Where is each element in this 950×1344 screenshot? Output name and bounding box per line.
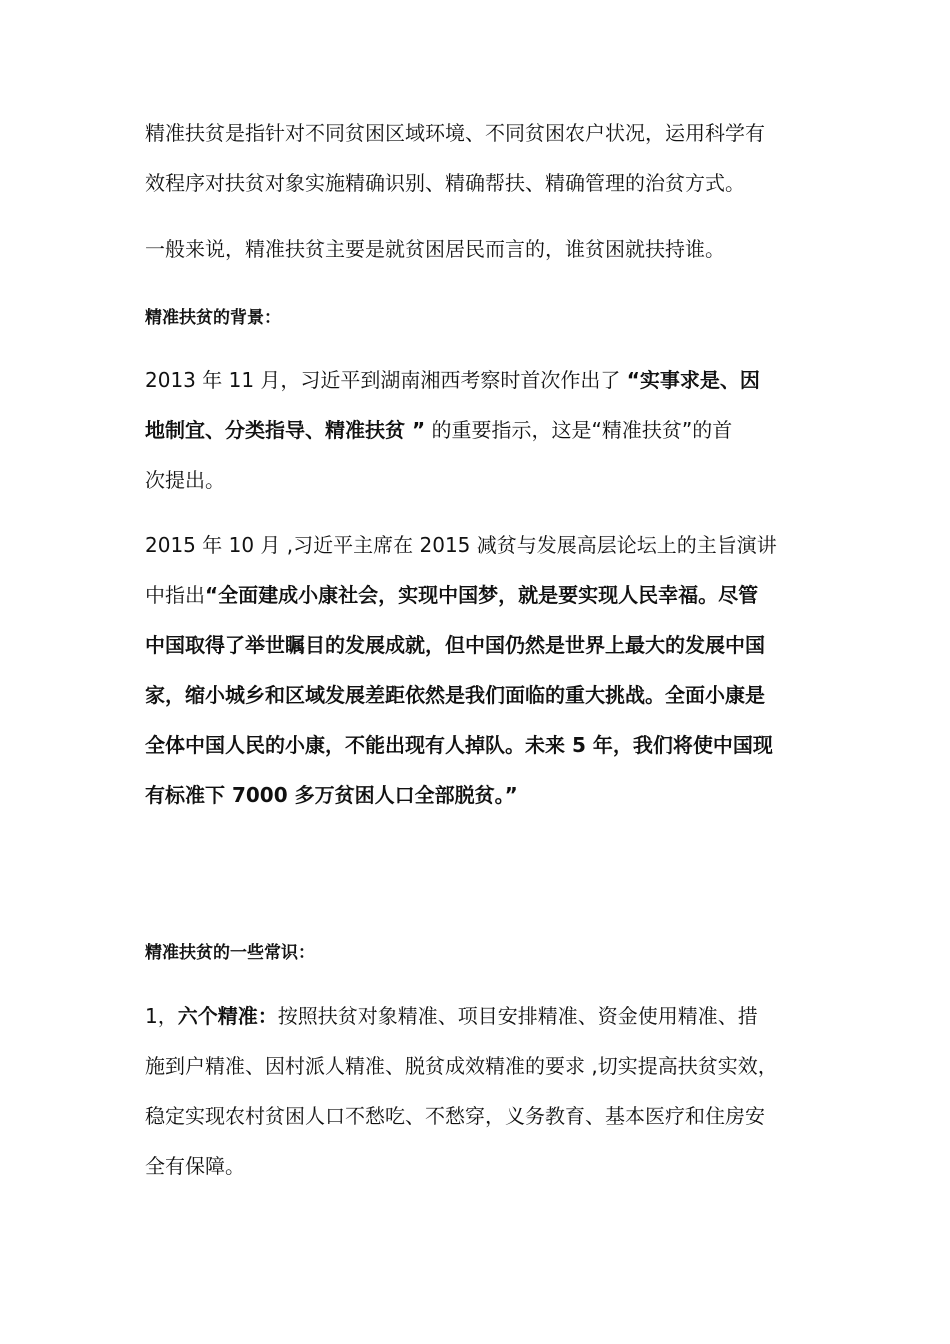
text-line	[145, 405, 810, 455]
text-line: 2015 年 10 月 ,习近平主席在 2015 减贫与发展高层论坛上的主旨演讲	[145, 533, 777, 557]
background-heading: 精准扶贫的背景：	[145, 308, 281, 328]
paragraph-2013	[145, 355, 810, 505]
item-1-paragraph	[145, 991, 810, 1191]
text-line: 有标准下 7000 多万贫困人口全部脱贫。”	[145, 783, 518, 807]
text-line: 中国取得了举世瞩目的发展成就，但中国仍然是世界上最大的发展中国	[145, 633, 765, 657]
text-line: 家，缩小城乡和区域发展差距依然是我们面临的重大挑战。全面小康是	[145, 683, 765, 707]
intro-paragraph	[145, 108, 810, 208]
text-line: 次提出。	[145, 468, 225, 492]
text-line: 效程序对扶贫对象实施精确识别、精确帮扶、精确管理的治贫方式。	[145, 171, 745, 195]
item-number: 1，	[145, 1004, 178, 1028]
bold-quote: “实事求是、因	[626, 368, 760, 392]
text-line: 施到户精准、因村派人精准、脱贫成效精准的要求 ,切实提高扶贫实效，	[145, 1054, 778, 1078]
general-paragraph	[145, 224, 810, 274]
text-line	[145, 991, 810, 1041]
text-line: 一般来说，精准扶贫主要是就贫困居民而言的，谁贫困就扶持谁。	[145, 237, 725, 261]
text-run: 的重要指示，这是“精准扶贫”的首	[425, 418, 733, 442]
knowledge-heading: 精准扶贫的一些常识：	[145, 943, 315, 963]
bold-quote: “全面建成小康社会，实现中国梦，就是要实现人民幸福。尽管	[205, 583, 759, 607]
text-run: 按照扶贫对象精准、项目安排精准、资金使用精准、措	[277, 1004, 758, 1028]
item-title: 六个精准：	[177, 1004, 278, 1028]
text-run: 2013 年 11 月，习近平到湖南湘西考察时首次作出了	[145, 368, 627, 392]
text-line: 全体中国人民的小康，不能出现有人掉队。未来 5 年，我们将使中国现	[145, 733, 773, 757]
bold-quote: 地制宜、分类指导、精准扶贫 ”	[145, 418, 426, 442]
text-line: 精准扶贫是指针对不同贫困区域环境、不同贫困农户状况，运用科学有	[145, 121, 765, 145]
text-run: 中指出	[145, 583, 205, 607]
text-line	[145, 355, 810, 405]
text-line: 稳定实现农村贫困人口不愁吃、不愁穿，义务教育、基本医疗和住房安	[145, 1104, 765, 1128]
text-line	[145, 570, 810, 620]
paragraph-2015	[145, 520, 810, 820]
text-line: 全有保障。	[145, 1154, 245, 1178]
